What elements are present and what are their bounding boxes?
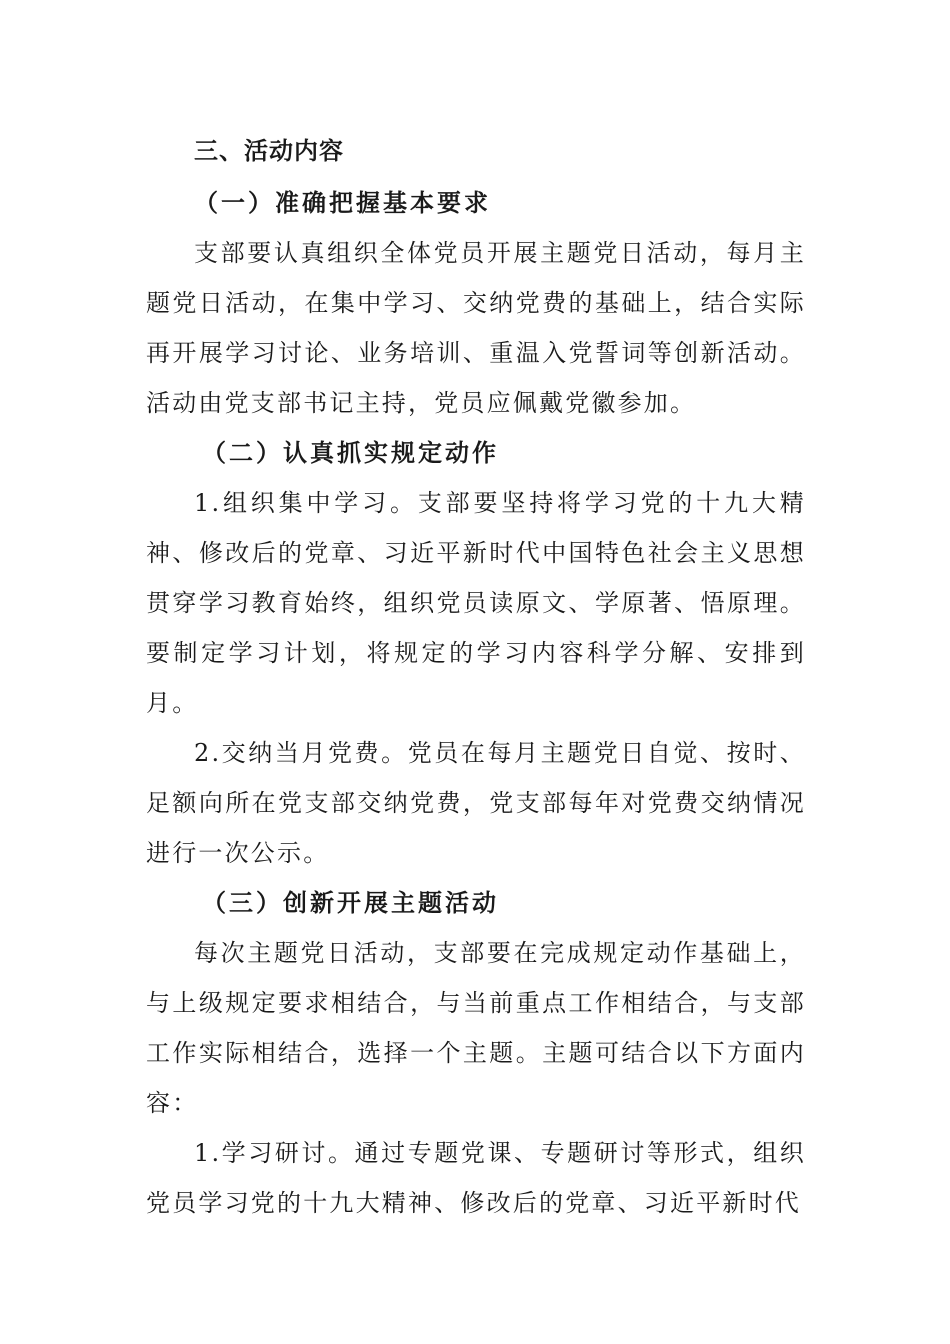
subsection-title-1: （一）准确把握基本要求 xyxy=(194,188,491,217)
paragraph-study-item: 1.组织集中学习。支部要坚持将学习党的十九大精神、修改后的党章、习近平新时代中国特色社会主义思想贯穿学习教育始终，组织党员读原文、学原著、悟原理。要制定学习计划，将规定的学习内容科学分解、安排到月。 xyxy=(146,489,806,717)
subsection-title-2: （二）认真抓实规定动作 xyxy=(202,438,499,467)
paragraph-study-discussion-item: 1.学习研讨。通过专题党课、专题研讨等形式，组织党员学习党的十九大精神、修改后的党章、习近平新时代 xyxy=(146,1139,806,1217)
section-heading: 三、活动内容 xyxy=(194,137,344,165)
paragraph-theme-activities: 每次主题党日活动，支部要在完成规定动作基础上，与上级规定要求相结合，与当前重点工作相结合，与支部工作实际相结合，选择一个主题。主题可结合以下方面内容： xyxy=(146,939,806,1117)
paragraph-dues-item: 2.交纳当月党费。党员在每月主题党日自觉、按时、足额向所在党支部交纳党费，党支部每年对党费交纳情况进行一次公示。 xyxy=(146,739,806,867)
document-body xyxy=(146,126,806,1228)
subsection-title-3: （三）创新开展主题活动 xyxy=(202,888,499,917)
paragraph-basic-requirements: 支部要认真组织全体党员开展主题党日活动，每月主题党日活动，在集中学习、交纳党费的基础上，结合实际再开展学习讨论、业务培训、重温入党誓词等创新活动。活动由党支部书记主持，党员应佩戴党徽参加。 xyxy=(146,239,806,417)
